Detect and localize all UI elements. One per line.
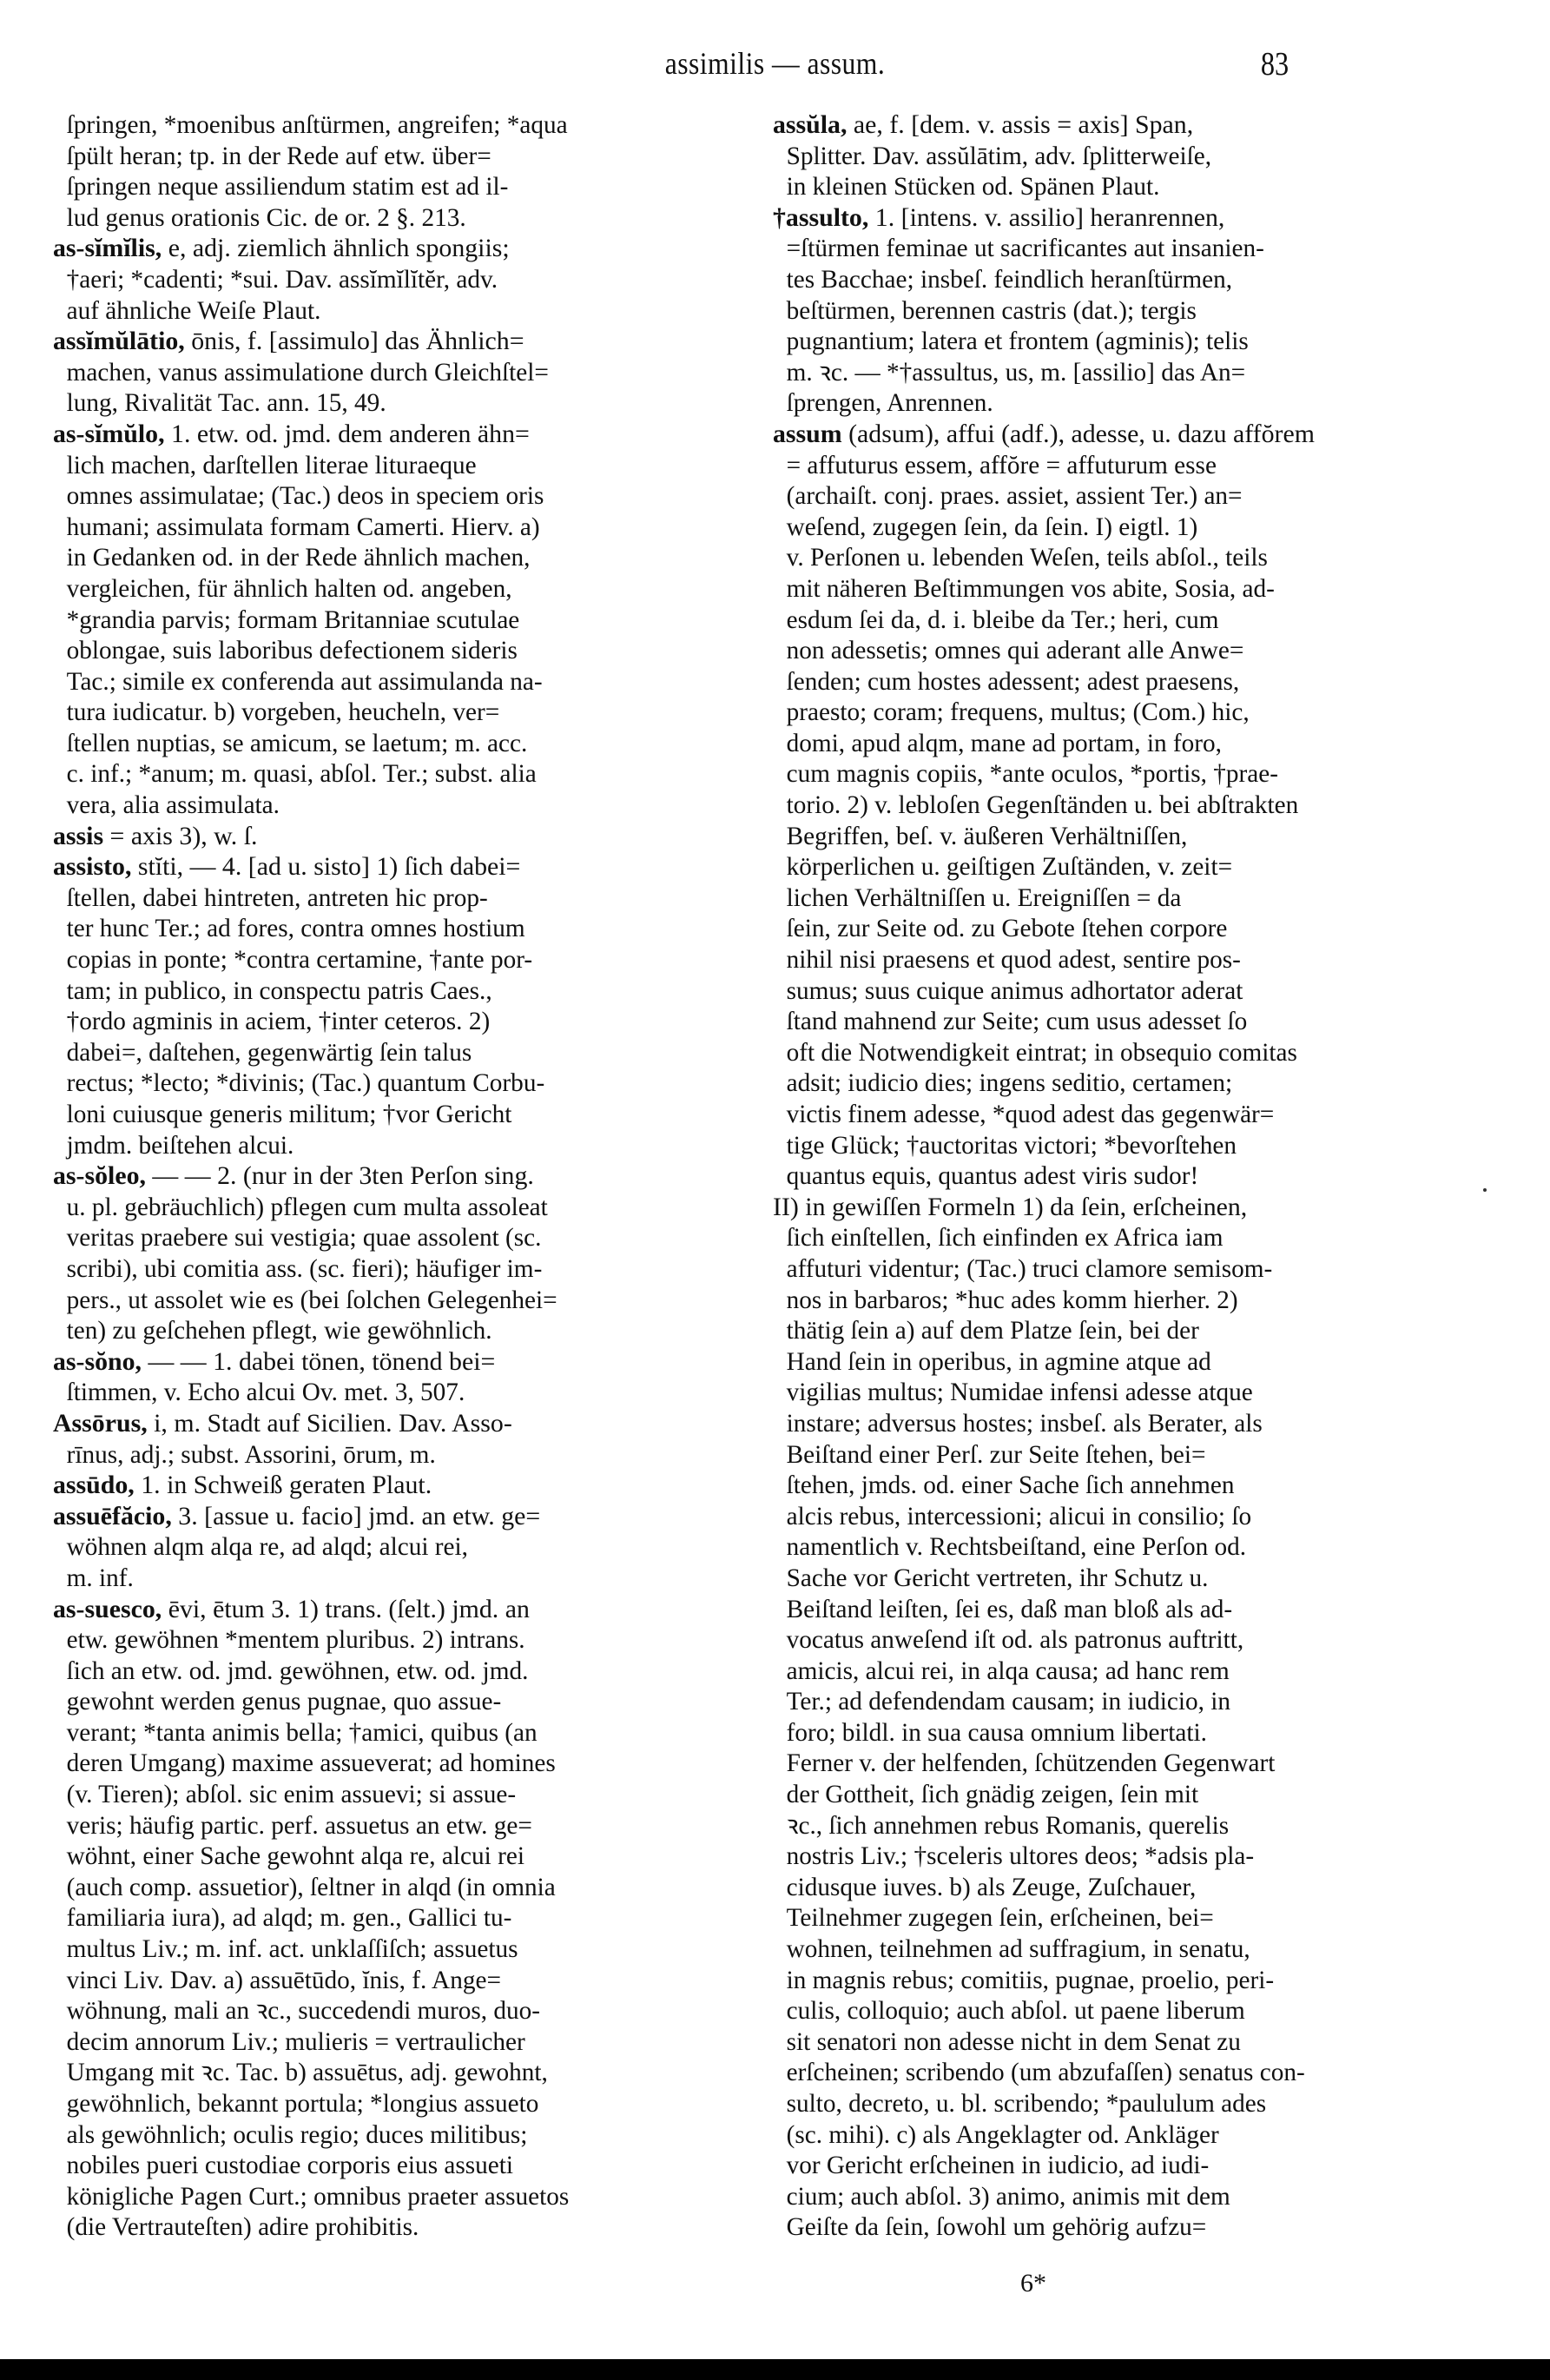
entry-line	[773, 1315, 1459, 1346]
entry-line	[773, 1285, 1459, 1316]
entry-text: nos in barbaros; *huc ades komm hierher. 2)	[786, 1285, 1238, 1314]
entry-line	[773, 2150, 1459, 2181]
entry-text: rectus; *lecto; *divinis; (Tac.) quantum Corbu-	[66, 1068, 545, 1098]
entry-text: auf ähnliche Weiſe Plaut.	[66, 295, 321, 325]
scan-speck	[1483, 1188, 1487, 1192]
entry-text: (auch comp. assuetior), ſeltner in alqd (in omnia	[66, 1872, 556, 1901]
entry-text: tam; in publico, in conspectu patris Caes.,	[66, 975, 492, 1005]
entry-text: victis finem adesse, *quod adest das gegenwär=	[786, 1100, 1275, 1128]
entry-line	[53, 1006, 743, 1037]
entry-line	[53, 913, 743, 944]
entry-text: foro; bildl. in sua causa omnium libertati.	[786, 1717, 1207, 1747]
entry-text: †ordo agminis in aciem, †inter ceteros. 2)	[66, 1007, 491, 1036]
running-head	[0, 45, 1550, 89]
entry-headline	[53, 419, 757, 450]
entry-text: namentlich v. Rechtsbeiſtand, eine Perſon od.	[786, 1532, 1247, 1562]
entry-line	[53, 387, 743, 419]
entry-text: oft die Notwendigkeit eintrat; in obsequio comitas	[786, 1037, 1297, 1067]
entry-line	[53, 2057, 743, 2088]
entry-line	[773, 542, 1459, 573]
entry-text: der Gottheit, ſich gnädig zeigen, ſein mit	[786, 1780, 1199, 1809]
entry-text: ſtellen nuptias, se amicum, se laetum; m. acc.	[66, 728, 528, 757]
entry-line	[773, 1717, 1459, 1749]
entry-line	[53, 1068, 743, 1099]
entry-line	[773, 357, 1459, 388]
entry-line	[53, 171, 743, 202]
entry-text: quantus equis, quantus adest viris sudor!	[786, 1161, 1199, 1191]
entry-text: (archaiſt. conj. praes. assiet, assient Ter.) an=	[786, 481, 1243, 511]
entry-text: königliche Pagen Curt.; omnibus praeter assuetos	[66, 2181, 570, 2211]
entry-text: m. ꝛc. — *†assultus, us, m. [assilio] das An=	[786, 357, 1246, 387]
entry-line	[53, 1531, 743, 1563]
entry-text: Sache vor Gericht vertreten, ihr Schutz u.	[786, 1563, 1209, 1592]
entry-text: lichen Verhältniſſen u. Ereigniſſen = da	[786, 883, 1182, 912]
entry-line	[53, 264, 743, 295]
entry-line	[773, 2181, 1459, 2212]
scan-border	[0, 2359, 1550, 2380]
entry-text: Tac.; simile ex conferenda aut assimulanda na-	[66, 666, 543, 696]
entry-text: multus Liv.; m. inf. act. unklaſſiſch; assuetus	[66, 1934, 518, 1964]
entry-text: veritas praebere sui vestigia; quae assolent (sc.	[66, 1223, 542, 1253]
entry-line	[53, 1841, 743, 1872]
entry-line	[773, 2088, 1459, 2119]
entry-headline	[53, 1501, 757, 1532]
entry-headline	[773, 109, 1473, 141]
entry-text: ſtimmen, v. Echo alcui Ov. met. 3, 507.	[66, 1378, 465, 1407]
entry-line	[53, 2211, 743, 2243]
entry-text: affuturi videntur; (Tac.) truci clamore semisom-	[786, 1253, 1273, 1283]
entry-text: cium; auch abſol. 3) animo, animis mit dem	[786, 2181, 1230, 2211]
entry-text: ēvi, ētum 3. 1) trans. (ſelt.) jmd. an	[162, 1594, 530, 1623]
entry-text: ſpült heran; tp. in der Rede auf etw. über=	[66, 141, 491, 170]
entry-line	[773, 851, 1459, 883]
entry-line	[53, 357, 743, 388]
entry-text: v. Perſonen u. lebenden Weſen, teils abſol., teils	[786, 543, 1268, 572]
entry-text: in magnis rebus; comitiis, pugnae, proelio, peri-	[786, 1965, 1275, 1994]
entry-line	[773, 821, 1459, 852]
entry-line	[53, 883, 743, 914]
entry-line	[773, 1408, 1459, 1439]
entry-line	[53, 573, 743, 605]
entry-text: humani; assimulata formam Camerti. Hierv. a)	[66, 512, 540, 541]
entry-text: tige Glück; †auctoritas victori; *bevorſtehen	[786, 1130, 1237, 1160]
entry-text: in Gedanken od. in der Rede ähnlich machen,	[66, 543, 531, 572]
entry-text: tura iudicatur. b) vorgeben, heucheln, ver=	[66, 697, 500, 727]
entry-text: etw. gewöhnen *mentem pluribus. 2) intrans.	[66, 1625, 525, 1655]
entry-text: vera, alia assimulata.	[66, 790, 280, 820]
entry-text: Teilnehmer zugegen ſein, erſcheinen, bei=	[786, 1903, 1214, 1933]
entry-line	[53, 512, 743, 543]
entry-line	[773, 141, 1459, 172]
entry-headline	[53, 1470, 757, 1501]
entry-text: ſtehen, jmds. od. einer Sache ſich annehmen	[786, 1471, 1235, 1500]
entry-line	[773, 1965, 1459, 1996]
entry-headline	[53, 1408, 757, 1439]
entry-line	[53, 2150, 743, 2181]
entry-text: lung, Rivalität Tac. ann. 15, 49.	[66, 388, 386, 418]
entry-line	[773, 975, 1459, 1007]
entry-line	[773, 605, 1459, 636]
entry-line	[773, 1872, 1459, 1903]
entry-text: (v. Tieren); abſol. sic enim assuevi; si assue-	[66, 1780, 517, 1809]
entry-text: weſend, zugegen ſein, da ſein. I) eigtl. 1)	[786, 512, 1198, 541]
entry-headline	[53, 1346, 757, 1378]
entry-text: ōnis, f. [assimulo] das Ähnlich=	[184, 327, 524, 356]
entry-line	[53, 1934, 743, 1965]
entry-line	[53, 1965, 743, 1996]
entry-text: 3. [assue u. facio] jmd. an etw. ge=	[171, 1501, 541, 1530]
entry-line	[773, 1779, 1459, 1810]
entry-line	[773, 1563, 1459, 1594]
entry-text: verant; *tanta animis bella; †amici, quibus (an	[66, 1717, 538, 1747]
entry-text: ſpringen, *moenibus anſtürmen, angreifen; *aqua	[66, 110, 568, 139]
entry-text: c. inf.; *anum; m. quasi, abſol. Ter.; subst. alia	[66, 759, 537, 789]
entry-text: cidusque iuves. b) als Zeuge, Zuſchauer,	[786, 1872, 1197, 1901]
entry-line	[53, 202, 743, 234]
entry-line	[53, 1037, 743, 1068]
entry-text: Hand ſein in operibus, in agmine atque ad	[786, 1346, 1211, 1376]
entry-text: veris; häufig partic. perf. assuetus an etw. ge=	[66, 1810, 532, 1840]
entry-line	[53, 1439, 743, 1471]
entry-line	[773, 790, 1459, 821]
entry-text: vergleichen, für ähnlich halten od. angeben,	[66, 573, 512, 603]
entry-line	[53, 635, 743, 666]
entry-text: Ferner v. der helfenden, ſchützenden Gegenwart	[786, 1749, 1276, 1778]
entry-text: omnes assimulatae; (Tac.) deos in speciem oris	[66, 481, 544, 511]
entry-line	[773, 295, 1459, 327]
entry-text: familiaria iura), ad alqd; m. gen., Gallici tu-	[66, 1903, 512, 1933]
entry-text: sumus; suus cuique animus adhortator aderat	[786, 975, 1243, 1005]
entry-line	[53, 758, 743, 790]
entry-line	[53, 542, 743, 573]
entry-text: non adessetis; omnes qui aderant alle Anwe=	[786, 636, 1244, 665]
headword: assuēfăcio,	[53, 1501, 172, 1530]
left-column	[53, 109, 761, 2243]
entry-line	[53, 1192, 743, 1223]
headword: assĭmŭlātio,	[53, 327, 185, 356]
entry-text: 1. [intens. v. assilio] heranrennen,	[868, 202, 1225, 232]
entry-line	[53, 944, 743, 975]
entry-text: cum magnis copiis, *ante oculos, *portis, †prae-	[786, 759, 1278, 789]
entry-text: †aeri; *cadenti; *sui. Dav. assĭmĭlĭtĕr, adv.	[66, 264, 498, 294]
entry-line	[773, 635, 1459, 666]
entry-text: alcis rebus, intercessioni; alicui in consilio; ſo	[786, 1501, 1252, 1530]
entry-headline	[53, 1160, 757, 1192]
entry-line	[53, 1902, 743, 1934]
entry-line	[773, 512, 1459, 543]
entry-line	[53, 2088, 743, 2119]
entry-text: u. pl. gebräuchlich) pflegen cum multa assoleat	[66, 1192, 548, 1221]
entry-text: gewöhnlich, bekannt portula; *longius assueto	[66, 2089, 539, 2118]
entry-line	[773, 1841, 1459, 1872]
entry-text: nihil nisi praesens et quod adest, sentire pos-	[786, 945, 1241, 975]
entry-line	[773, 1377, 1459, 1408]
entry-text: vocatus anweſend iſt od. als patronus auftritt,	[786, 1625, 1244, 1655]
entry-text: ſtellen, dabei hintreten, antreten hic prop-	[66, 883, 488, 912]
entry-text: loni cuiusque generis militum; †vor Gericht	[66, 1100, 512, 1128]
entry-line	[773, 480, 1459, 512]
entry-text: ae, f. [dem. v. assis = axis] Span,	[847, 110, 1194, 139]
entry-line	[53, 1810, 743, 1841]
entry-line	[773, 1531, 1459, 1563]
entry-line	[773, 450, 1459, 481]
entry-text: lich machen, darſtellen literae lituraeque	[66, 450, 477, 479]
entry-headline	[53, 821, 757, 852]
entry-line	[53, 109, 743, 141]
entry-text: wöhnt, einer Sache gewohnt alqa re, alcui rei	[66, 1841, 524, 1871]
entry-line	[53, 1099, 743, 1130]
entry-text: ter hunc Ter.; ad fores, contra omnes hostium	[66, 914, 525, 943]
entry-headline	[773, 202, 1473, 234]
entry-text: erſcheinen; scribendo (um abzufaſſen) senatus con-	[786, 2058, 1305, 2087]
entry-line	[773, 1253, 1459, 1285]
entry-line	[773, 1346, 1459, 1378]
entry-text: wöhnen alqm alqa re, ad alqd; alcui rei,	[66, 1532, 468, 1562]
entry-text: thätig ſein a) auf dem Platze ſein, bei der	[786, 1316, 1199, 1345]
entry-line	[773, 264, 1459, 295]
right-column	[773, 109, 1476, 2243]
headword: assum	[773, 419, 842, 448]
entry-line	[773, 2026, 1459, 2058]
entry-line	[53, 1563, 743, 1594]
entry-line	[773, 1995, 1459, 2026]
entry-text: i, m. Stadt auf Sicilien. Dav. Asso-	[147, 1408, 512, 1438]
entry-text: esdum ſei da, d. i. bleibe da Ter.; heri, cum	[786, 605, 1219, 634]
entry-text: 1. in Schweiß geraten Plaut.	[134, 1471, 432, 1500]
entry-line	[53, 605, 743, 636]
entry-text: lud genus orationis Cic. de or. 2 §. 213.	[66, 202, 466, 232]
entry-line	[53, 1130, 743, 1161]
headword: assŭla,	[773, 110, 848, 139]
page-number: 83	[1260, 46, 1289, 83]
entry-text: Begriffen, beſ. v. äußeren Verhältniſſen,	[786, 821, 1188, 850]
entry-line	[53, 697, 743, 728]
entry-line	[53, 1253, 743, 1285]
entry-text: decim annorum Liv.; mulieris = vertraulicher	[66, 2026, 525, 2056]
entry-text: scribi), ubi comitia ass. (sc. fieri); häufiger im-	[66, 1253, 543, 1283]
entry-text: ſich an etw. od. jmd. gewöhnen, etw. od. jmd.	[66, 1656, 529, 1685]
entry-text: nobiles pueri custodiae corporis eius assueti	[66, 2151, 514, 2180]
entry-headline	[773, 419, 1473, 450]
headword: as-sŏno,	[53, 1346, 142, 1376]
entry-line	[773, 1099, 1459, 1130]
entry-line	[773, 944, 1459, 975]
entry-text: pugnantium; latera et frontem (agminis); telis	[786, 327, 1249, 356]
headword: assisto,	[53, 852, 132, 882]
entry-text: sulto, decreto, u. bl. scribendo; *paululum ades	[786, 2089, 1267, 2118]
entry-text: ſein, zur Seite od. zu Gebote ſtehen corpore	[786, 914, 1228, 943]
entry-text: m. inf.	[66, 1563, 134, 1592]
entry-text: =ſtürmen feminae ut sacrificantes aut insanien-	[786, 234, 1264, 263]
entry-text: ſenden; cum hostes adessent; adest praesens,	[786, 666, 1240, 696]
entry-text: pers., ut assolet wie es (bei ſolchen Gelegenhei=	[66, 1285, 557, 1314]
entry-line	[773, 728, 1459, 759]
entry-text: culis, colloquio; auch abſol. ut paene liberum	[786, 1996, 1245, 2026]
entry-text: — — 1. dabei tönen, tönend bei=	[142, 1346, 496, 1376]
entry-text: vor Gericht erſcheinen in iudicio, ad iudi-	[786, 2151, 1210, 2180]
entry-line	[773, 2119, 1459, 2151]
entry-text: dabei=, daſtehen, gegenwärtig ſein talus	[66, 1037, 472, 1067]
entry-line	[53, 975, 743, 1007]
entry-line	[773, 326, 1459, 357]
entry-text: vinci Liv. Dav. a) assuētūdo, ĭnis, f. Ange=	[66, 1965, 501, 1994]
entry-text: gewohnt werden genus pugnae, quo assue-	[66, 1687, 502, 1716]
entry-text: — — 2. (nur in der 3ten Perſon sing.	[145, 1161, 534, 1191]
entry-text: praesto; coram; frequens, multus; (Com.) hic,	[786, 697, 1250, 727]
entry-line	[773, 1470, 1459, 1501]
entry-text: ten) zu geſchehen pflegt, wie gewöhnlich.	[66, 1316, 492, 1345]
entry-line	[773, 1902, 1459, 1934]
entry-text: Umgang mit ꝛc. Tac. b) assuētus, adj. gewohnt,	[66, 2058, 548, 2087]
entry-line	[53, 141, 743, 172]
entry-line	[773, 1686, 1459, 1717]
entry-headline	[53, 233, 757, 264]
entry-line	[773, 1624, 1459, 1656]
entry-line	[773, 1160, 1459, 1192]
headword: assis	[53, 821, 104, 850]
entry-text: beſtürmen, berennen castris (dat.); tergis	[786, 295, 1197, 325]
entry-text: (die Vertrauteſten) adire prohibitis.	[66, 2212, 419, 2242]
entry-headline	[53, 326, 757, 357]
entry-line	[773, 1656, 1459, 1687]
entry-line	[53, 790, 743, 821]
entry-line	[53, 1686, 743, 1717]
headword: Assōrus,	[53, 1408, 148, 1438]
entry-line	[53, 1222, 743, 1253]
entry-line	[773, 758, 1459, 790]
entry-text: = axis 3), w. ſ.	[103, 821, 258, 850]
entry-text: machen, vanus assimulatione durch Gleichſtel=	[66, 357, 549, 387]
entry-text: mit näheren Beſtimmungen vos abite, Sosia, ad-	[786, 573, 1275, 603]
entry-line	[53, 1717, 743, 1749]
entry-text: domi, apud alqm, mane ad portam, in foro,	[786, 728, 1222, 757]
entry-line	[53, 1995, 743, 2026]
entry-line	[773, 171, 1459, 202]
headword: assūdo,	[53, 1471, 135, 1500]
entry-line	[773, 387, 1459, 419]
entry-line	[773, 1501, 1459, 1532]
entry-line	[53, 1656, 743, 1687]
entry-text: torio. 2) v. lebloſen Gegenſtänden u. bei abſtrakten	[786, 790, 1299, 820]
entry-text: II) in gewiſſen Formeln 1) da ſein, erſcheinen,	[773, 1192, 1248, 1221]
entry-text: amicis, alcui rei, in alqa causa; ad hanc rem	[786, 1656, 1230, 1685]
entry-text: Splitter. Dav. assŭlātim, adv. ſplitterweiſe,	[786, 141, 1212, 170]
entry-text: e, adj. ziemlich ähnlich spongiis;	[162, 234, 510, 263]
entry-line	[773, 2057, 1459, 2088]
signature-mark: 6*	[1020, 2269, 1046, 2297]
entry-line	[773, 697, 1459, 728]
entry-line	[53, 1779, 743, 1810]
entry-text: (sc. mihi). c) als Angeklagter od. Ankläger	[786, 2119, 1219, 2149]
entry-text: Beiſtand leiſten, ſei es, daß man bloß als ad-	[786, 1594, 1233, 1623]
entry-text: *grandia parvis; formam Britanniae scutulae	[66, 605, 520, 634]
entry-text: Ter.; ad defendendam causam; in iudicio, in	[786, 1687, 1231, 1716]
entry-text: ſtand mahnend zur Seite; cum usus adesset ſo	[786, 1007, 1248, 1036]
entry-line	[53, 2119, 743, 2151]
entry-line	[53, 480, 743, 512]
entry-text: ſpringen neque assiliendum statim est ad il-	[66, 172, 509, 202]
entry-text: körperlichen u. geiſtigen Zuſtänden, v. zeit=	[786, 852, 1233, 882]
entry-line	[53, 1315, 743, 1346]
entry-line	[53, 2181, 743, 2212]
entry-text: wohnen, teilnehmen ad suffragium, in senatu,	[786, 1934, 1250, 1964]
entry-text: jmdm. beiſtehen alcui.	[66, 1130, 294, 1160]
headword: as-suesco,	[53, 1594, 162, 1623]
entry-text: ſprengen, Anrennen.	[786, 388, 993, 418]
entry-line	[53, 295, 743, 327]
entry-line	[53, 1748, 743, 1779]
entry-line	[773, 666, 1459, 697]
entry-text: in kleinen Stücken od. Spänen Plaut.	[786, 172, 1160, 202]
entry-text: vigilias multus; Numidae infensi adesse atque	[786, 1378, 1253, 1407]
entry-text: 1. etw. od. jmd. dem anderen ähn=	[164, 419, 530, 448]
running-head-title: assimilis — assum.	[664, 46, 886, 81]
entry-text: instare; adversus hostes; insbeſ. als Berater, als	[786, 1408, 1263, 1438]
entry-line	[773, 1130, 1459, 1161]
headword: †assulto,	[773, 202, 869, 232]
entry-text: rīnus, adj.; subst. Assorini, ōrum, m.	[66, 1439, 436, 1469]
entry-text: wöhnung, mali an ꝛc., succedendi muros, duo-	[66, 1996, 540, 2026]
entry-line	[773, 1594, 1459, 1625]
entry-text: als gewöhnlich; oculis regio; duces militibus;	[66, 2119, 528, 2149]
entry-line	[773, 883, 1459, 914]
entry-headline	[53, 851, 757, 883]
entry-headline	[53, 1594, 757, 1625]
entry-text: Beiſtand einer Perſ. zur Seite ſtehen, bei=	[786, 1439, 1206, 1469]
entry-line	[53, 666, 743, 697]
entry-line	[53, 728, 743, 759]
entry-line	[773, 573, 1459, 605]
entry-text: adsit; iudicio dies; ingens seditio, certamen;	[786, 1068, 1233, 1098]
entry-line	[773, 1006, 1459, 1037]
entry-line	[773, 1439, 1459, 1471]
entry-line	[773, 1192, 1473, 1223]
entry-text: = affuturus essem, affŏre = affuturum esse	[786, 450, 1217, 479]
entry-line	[773, 1068, 1459, 1099]
entry-line	[773, 1748, 1459, 1779]
entry-text: ſich einſtellen, ſich einfinden ex Africa iam	[786, 1223, 1224, 1253]
entry-line	[773, 913, 1459, 944]
entry-text: tes Bacchae; insbeſ. feindlich heranſtürmen,	[786, 264, 1233, 294]
entry-text: nostris Liv.; †sceleris ultores deos; *adsis pla-	[786, 1841, 1255, 1871]
entry-line	[773, 2211, 1459, 2243]
entry-line	[773, 1934, 1459, 1965]
entry-line	[53, 1624, 743, 1656]
entry-line	[53, 1872, 743, 1903]
entry-line	[773, 1037, 1459, 1068]
entry-text: copias in ponte; *contra certamine, †ante por-	[66, 945, 533, 975]
headword: as-sĭmĭlis,	[53, 234, 162, 263]
entry-text: (adsum), affui (adf.), adesse, u. dazu affŏrem	[841, 419, 1315, 448]
entry-text: sit senatori non adesse nicht in dem Senat zu	[786, 2026, 1241, 2056]
entry-line	[53, 450, 743, 481]
entry-line	[773, 1810, 1459, 1841]
entry-line	[773, 1222, 1459, 1253]
entry-text: deren Umgang) maxime assueverat; ad homines	[66, 1749, 556, 1778]
entry-text: stĭti, — 4. [ad u. sisto] 1) ſich dabei=	[131, 852, 521, 882]
entry-line	[53, 2026, 743, 2058]
entry-line	[53, 1285, 743, 1316]
entry-text: ꝛc., ſich annehmen rebus Romanis, querelis	[786, 1810, 1230, 1840]
entry-line	[773, 233, 1459, 264]
headword: as-sĭmŭlo,	[53, 419, 165, 448]
entry-text: Geiſte da ſein, ſowohl um gehörig aufzu=	[786, 2212, 1207, 2242]
entry-text: oblongae, suis laboribus defectionem sideris	[66, 636, 518, 665]
headword: as-sŏleo,	[53, 1161, 146, 1191]
entry-line	[53, 1377, 743, 1408]
